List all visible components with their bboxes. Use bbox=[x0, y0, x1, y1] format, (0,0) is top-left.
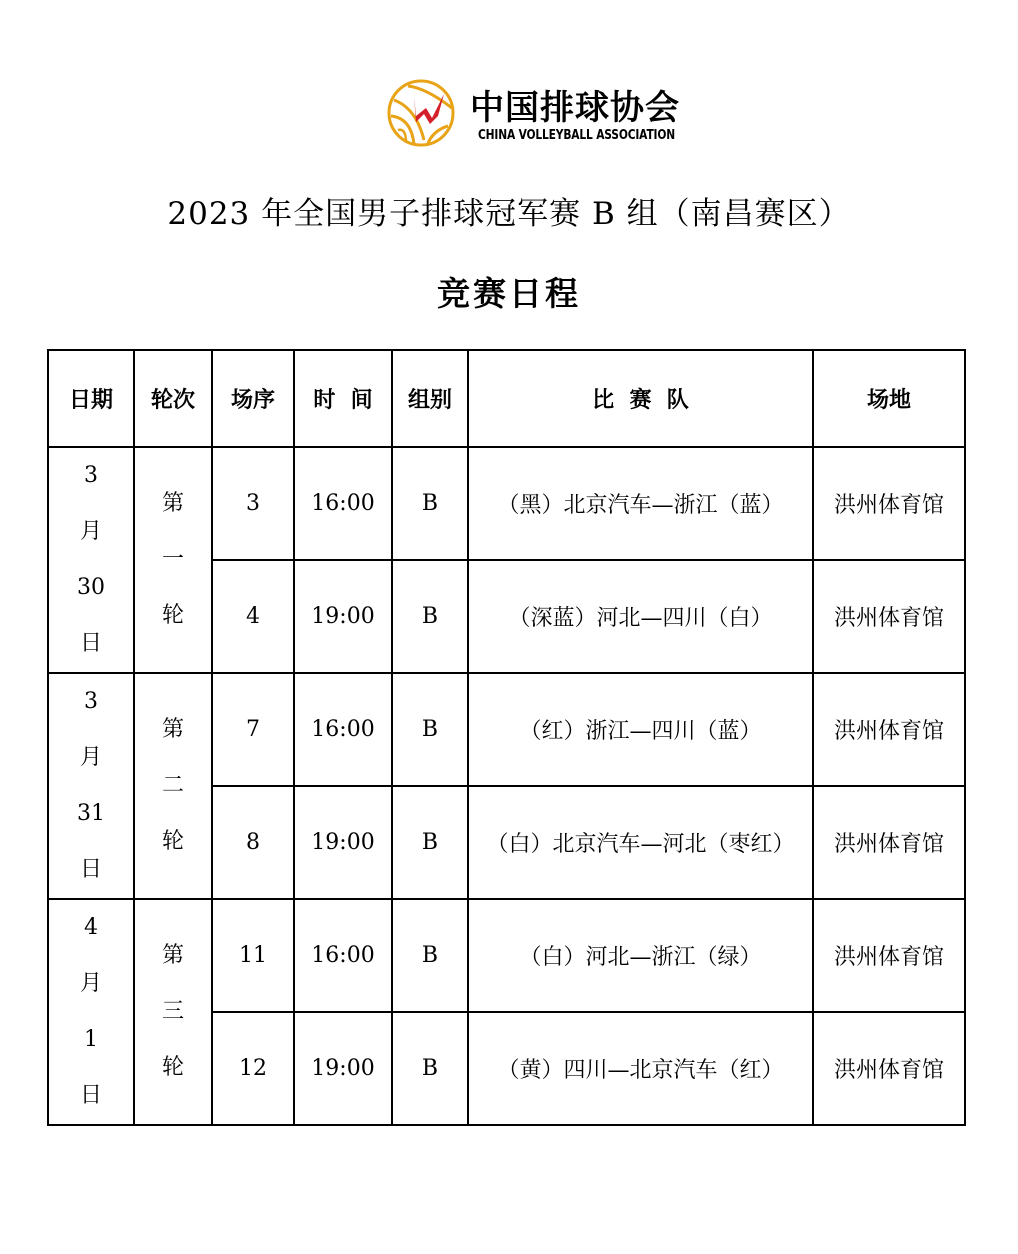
teams-cell: （黑）北京汽车—浙江（蓝） bbox=[468, 447, 813, 560]
group-cell: B bbox=[392, 786, 468, 899]
match-no-cell: 8 bbox=[212, 786, 294, 899]
time-cell: 16:00 bbox=[294, 899, 392, 1012]
header-venue: 场地 bbox=[813, 350, 965, 447]
group-cell: B bbox=[392, 673, 468, 786]
match-no-cell: 11 bbox=[212, 899, 294, 1012]
date-cell: 4 月 1 日 bbox=[48, 899, 134, 1125]
group-cell: B bbox=[392, 1012, 468, 1125]
time-cell: 19:00 bbox=[294, 786, 392, 899]
page-title: 2023 年全国男子排球冠军赛 B 组（南昌赛区） bbox=[167, 196, 851, 232]
logo-chinese-name: 中国排球协会 bbox=[470, 88, 680, 128]
table-row bbox=[48, 673, 965, 786]
time-cell: 16:00 bbox=[294, 447, 392, 560]
logo-english-name: CHINA VOLLEYBALL ASSOCIATION bbox=[478, 128, 676, 143]
schedule-table bbox=[47, 349, 966, 1126]
table-row bbox=[48, 899, 965, 1012]
teams-cell: （深蓝）河北—四川（白） bbox=[468, 560, 813, 673]
header-time: 时 间 bbox=[294, 350, 392, 447]
header-date: 日期 bbox=[48, 350, 134, 447]
date-cell: 3 月 31 日 bbox=[48, 673, 134, 899]
venue-cell: 洪州体育馆 bbox=[813, 673, 965, 786]
header-teams: 比 赛 队 bbox=[468, 350, 813, 447]
venue-cell: 洪州体育馆 bbox=[813, 560, 965, 673]
header-match-no: 场序 bbox=[212, 350, 294, 447]
teams-cell: （黄）四川—北京汽车（红） bbox=[468, 1012, 813, 1125]
page-subtitle: 竞赛日程 bbox=[437, 274, 581, 313]
teams-cell: （白）河北—浙江（绿） bbox=[468, 899, 813, 1012]
venue-cell: 洪州体育馆 bbox=[813, 899, 965, 1012]
match-no-cell: 3 bbox=[212, 447, 294, 560]
header-round: 轮次 bbox=[134, 350, 212, 447]
table-row bbox=[48, 447, 965, 560]
round-cell: 第 一 轮 bbox=[134, 447, 212, 673]
date-cell: 3 月 30 日 bbox=[48, 447, 134, 673]
cva-logo bbox=[386, 78, 680, 152]
venue-cell: 洪州体育馆 bbox=[813, 786, 965, 899]
teams-cell: （红）浙江—四川（蓝） bbox=[468, 673, 813, 786]
volleyball-logo-icon bbox=[386, 78, 456, 148]
venue-cell: 洪州体育馆 bbox=[813, 1012, 965, 1125]
venue-cell: 洪州体育馆 bbox=[813, 447, 965, 560]
group-cell: B bbox=[392, 447, 468, 560]
time-cell: 19:00 bbox=[294, 1012, 392, 1125]
teams-cell: （白）北京汽车—河北（枣红） bbox=[468, 786, 813, 899]
round-cell: 第 二 轮 bbox=[134, 673, 212, 899]
header-group: 组别 bbox=[392, 350, 468, 447]
match-no-cell: 4 bbox=[212, 560, 294, 673]
header-row bbox=[48, 350, 965, 447]
match-no-cell: 12 bbox=[212, 1012, 294, 1125]
time-cell: 16:00 bbox=[294, 673, 392, 786]
group-cell: B bbox=[392, 560, 468, 673]
match-no-cell: 7 bbox=[212, 673, 294, 786]
round-cell: 第 三 轮 bbox=[134, 899, 212, 1125]
group-cell: B bbox=[392, 899, 468, 1012]
time-cell: 19:00 bbox=[294, 560, 392, 673]
